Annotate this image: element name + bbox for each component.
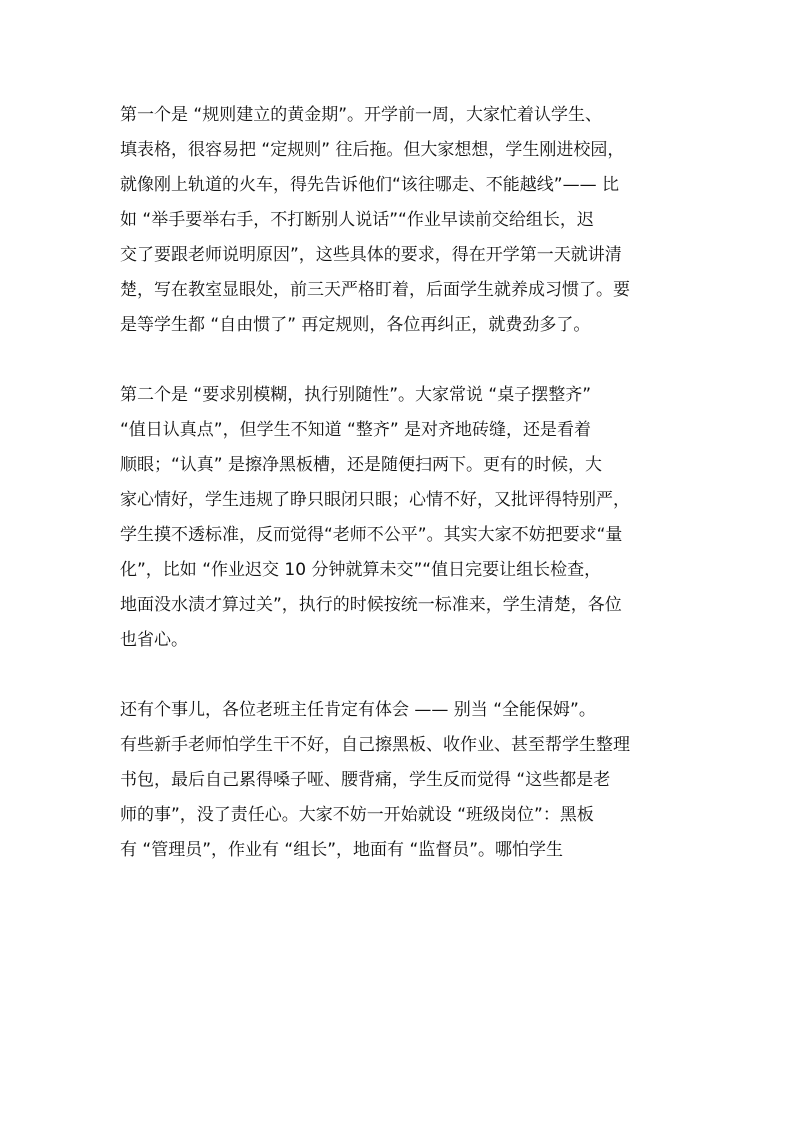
text-line: 有些新手老师怕学生干不好，自己擦黑板、收作业、甚至帮学生整理: [120, 735, 630, 755]
text-line: “值日认真点”，但学生不知道 “整齐” 是对齐地砖缝，还是看着: [120, 420, 592, 440]
text-line: 第二个是 “要求别模糊，执行别随性”。大家常说 “桌子摆整齐”: [120, 385, 592, 405]
text-line: 是等学生都 “自由惯了” 再定规则，各位再纠正，就费劲多了。: [120, 315, 591, 335]
text-line: 也省心。: [120, 630, 188, 650]
text-line: 填表格，很容易把 “定规则” 往后拖。但大家想想，学生刚进校园，: [120, 140, 625, 160]
paragraph-clear-requirements: [120, 378, 680, 658]
paragraph-rules-golden-period: [120, 98, 680, 343]
text-line: 交了要跟老师说明原因”，这些具体的要求，得在开学第一天就讲清: [120, 245, 622, 265]
text-line: 第一个是 “规则建立的黄金期”。开学前一周，大家忙着认学生、: [120, 105, 603, 125]
text-line: 家心情好，学生违规了睁只眼闭只眼；心情不好，又批评得特别严，: [120, 490, 630, 510]
text-line: 学生摸不透标准，反而觉得“老师不公平”。其实大家不妨把要求“量: [120, 525, 623, 545]
text-line: 就像刚上轨道的火车，得先告诉他们“该往哪走、不能越线”—— 比: [120, 175, 620, 195]
text-line: 有 “管理员”，作业有 “组长”，地面有 “监督员”。哪怕学生: [120, 840, 564, 860]
text-line: 还有个事儿，各位老班主任肯定有体会 —— 别当 “全能保姆”。: [120, 700, 596, 720]
text-line: 如 “举手要举右手，不打断别人说话”“作业早读前交给组长，迟: [120, 210, 594, 230]
text-line: 顺眼；“认真” 是擦净黑板槽，还是随便扫两下。更有的时候，大: [120, 455, 603, 475]
text-line: 师的事”，没了责任心。大家不妨一开始就设 “班级岗位”：黑板: [120, 805, 594, 825]
text-line: 楚，写在教室显眼处，前三天严格盯着，后面学生就养成习惯了。要: [120, 280, 630, 300]
text-line: 书包，最后自己累得嗓子哑、腰背痛，学生反而觉得 “这些都是老: [120, 770, 611, 790]
document-body: [120, 98, 680, 868]
paragraph-class-roles: [120, 693, 680, 868]
text-line: 化”，比如 “作业迟交 10 分钟就算未交”“值日完要让组长检查，: [120, 560, 602, 580]
text-line: 地面没水渍才算过关”，执行的时候按统一标准来，学生清楚，各位: [120, 595, 622, 615]
